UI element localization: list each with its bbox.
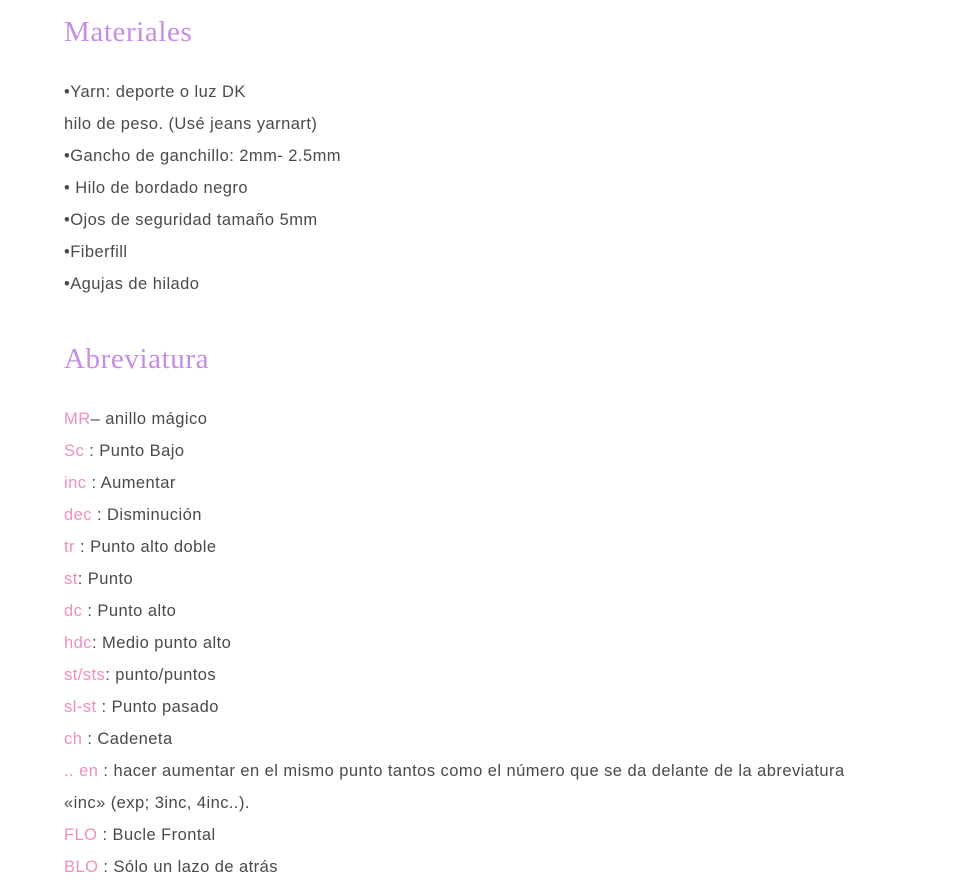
abbreviation-item: [64, 531, 845, 563]
abbreviation-item: [64, 435, 845, 467]
abbreviation-item: [64, 627, 845, 659]
abbreviation-term: FLO: [64, 826, 98, 844]
abbreviation-term: tr: [64, 538, 75, 556]
abreviatura-list: [64, 403, 845, 883]
abbreviation-description: : Punto: [77, 570, 134, 588]
material-item: •Gancho de ganchillo: 2mm- 2.5mm: [64, 147, 341, 165]
abbreviation-item: [64, 403, 845, 435]
material-item: •Yarn: deporte o luz DK: [64, 83, 246, 101]
abbreviation-term: Sc: [64, 442, 85, 460]
abreviatura-heading: Abreviatura: [64, 343, 210, 375]
material-item: •Fiberfill: [64, 243, 128, 261]
material-item: •Ojos de seguridad tamaño 5mm: [64, 211, 318, 229]
abbreviation-term: BLO: [64, 858, 99, 876]
abbreviation-item: [64, 563, 845, 595]
abbreviation-term: hdc: [64, 634, 92, 652]
abbreviation-description: «inc» (exp; 3inc, 4inc..).: [64, 794, 250, 812]
abbreviation-description: : Disminución: [91, 506, 202, 524]
abbreviation-description: : Bucle Frontal: [97, 826, 216, 844]
abbreviation-description: : Punto alto doble: [74, 538, 217, 556]
abbreviation-item: [64, 851, 845, 883]
abbreviation-term: dec: [64, 506, 92, 524]
abbreviation-description: : Punto alto: [82, 602, 177, 620]
abbreviation-item: [64, 819, 845, 851]
material-item: •Agujas de hilado: [64, 275, 200, 293]
abbreviation-description: : punto/puntos: [105, 666, 217, 684]
abbreviation-description: : Sólo un lazo de atrás: [98, 858, 278, 876]
materiales-list: [64, 76, 341, 300]
abbreviation-item: [64, 467, 845, 499]
abbreviation-description: : Aumentar: [86, 474, 176, 492]
abbreviation-item: [64, 723, 845, 755]
abbreviation-term: st: [64, 570, 78, 588]
abbreviation-item: [64, 755, 845, 787]
abbreviation-term: .. en: [64, 762, 99, 780]
abbreviation-item: [64, 595, 845, 627]
abbreviation-term: inc: [64, 474, 87, 492]
abbreviation-description: : Punto pasado: [96, 698, 219, 716]
abbreviation-item: [64, 659, 845, 691]
abbreviation-description: : Cadeneta: [82, 730, 173, 748]
abbreviation-term: sl-st: [64, 698, 97, 716]
material-item: • Hilo de bordado negro: [64, 179, 248, 197]
abbreviation-term: ch: [64, 730, 83, 748]
abbreviation-item-continuation: [64, 787, 845, 819]
abbreviation-description: – anillo mágico: [90, 410, 208, 428]
abbreviation-item: [64, 499, 845, 531]
abbreviation-term: st/sts: [64, 666, 106, 684]
abbreviation-item: [64, 691, 845, 723]
abbreviation-description: : Punto Bajo: [84, 442, 185, 460]
abbreviation-description: : hacer aumentar en el mismo punto tantos como el número que se da delante de la abreviatura: [98, 762, 845, 780]
materiales-heading: Materiales: [64, 16, 193, 48]
abbreviation-description: : Medio punto alto: [91, 634, 232, 652]
abbreviation-term: MR: [64, 410, 91, 428]
abbreviation-term: dc: [64, 602, 83, 620]
material-item: hilo de peso. (Usé jeans yarnart): [64, 115, 318, 133]
